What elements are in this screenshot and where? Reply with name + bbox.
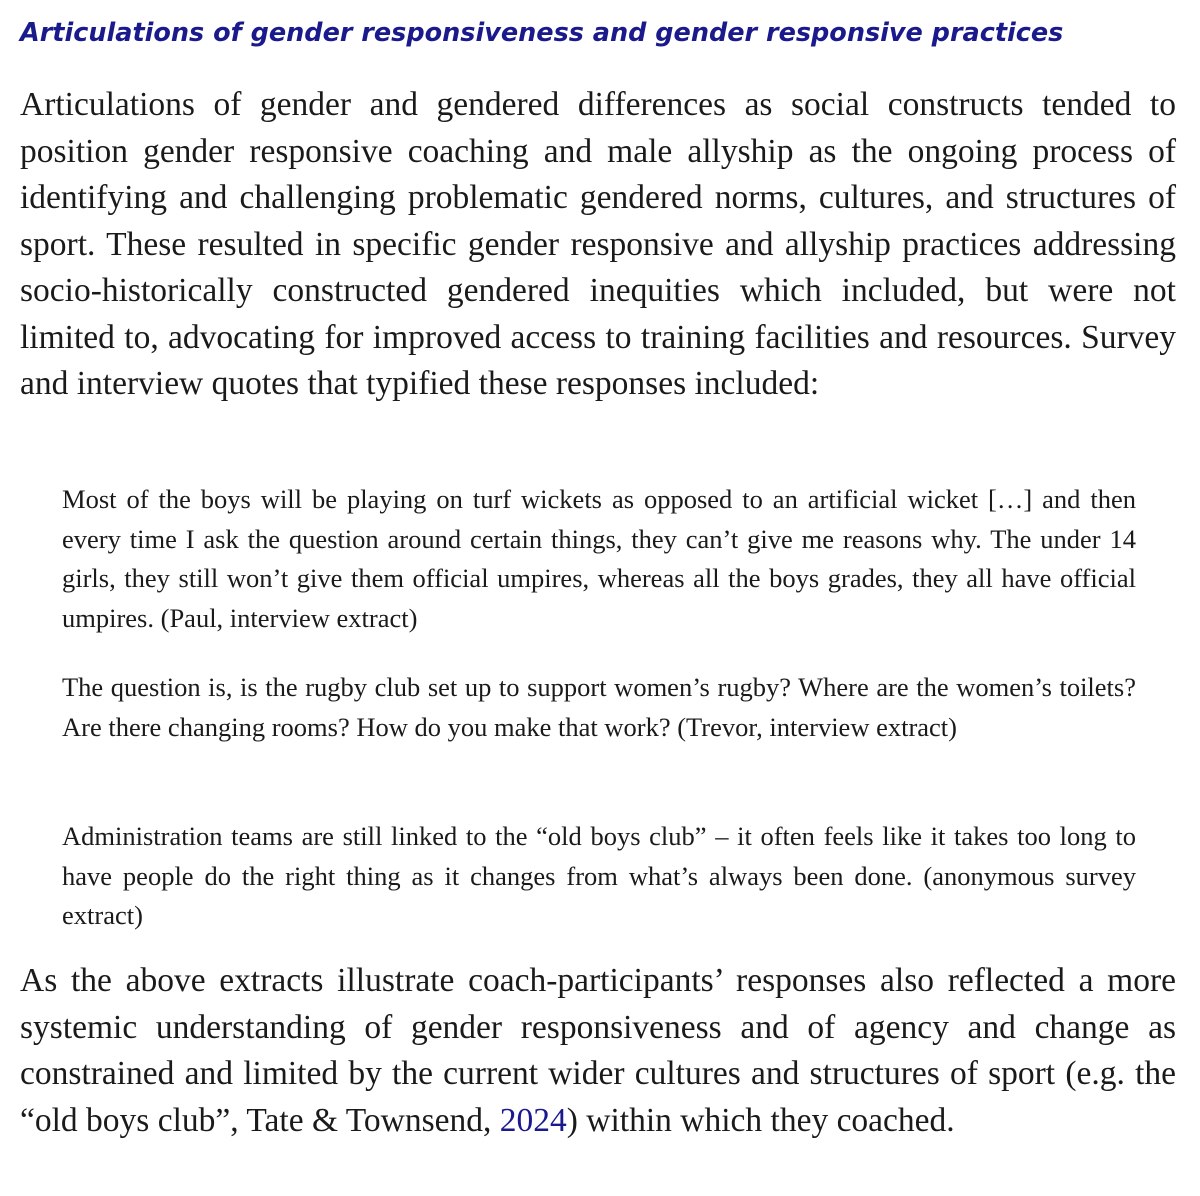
body-paragraph-2: [20, 958, 1176, 1144]
paragraph-2-text-after: ) within which they coached.: [566, 1101, 955, 1139]
body-paragraph-1: Articulations of gender and gendered differences as social constructs tended to position gender responsive coaching and male allyship as the ongoing process of identifying and challenging problematic gendered norms, cultures, and structures of sport. These resulted in specific gender responsive and allyship practices addressing socio-historically constructed gendered inequities which included, but were not limited to, advocating for improved access to training facilities and resources. Survey and interview quotes that typified these responses included:: [20, 86, 1176, 402]
citation-link-2024[interactable]: 2024: [499, 1101, 567, 1139]
block-quote-trevor: The question is, is the rugby club set up to support women’s rugby? Where are the women’s toilets? Are there changing rooms? How do you make that work? (Trevor, interview extract): [62, 672, 1136, 742]
paragraph-2-text-before: As the above extracts illustrate coach-participants’ responses also reflected a more systemic understanding of gender responsiveness and of agency and change as constrained and limited by the current wider cultures and structures of sport (e.g. the “old boys club”, Tate & Townsend,: [20, 962, 1176, 1139]
block-quote-survey: Administration teams are still linked to the “old boys club” – it often feels like it takes too long to have people do the right thing as it changes from what’s always been done. (anonymous survey extract): [62, 821, 1136, 930]
section-heading: Articulations of gender responsiveness and gender responsive practices: [20, 18, 1064, 48]
block-quote-paul: Most of the boys will be playing on turf wickets as opposed to an artificial wicket […] and then every time I ask the question around certain things, they can’t give me reasons why. The under 14 girls, they still won’t give them official umpires, whereas all the boys grades, they all have official umpires. (Paul, interview extract): [62, 484, 1136, 633]
